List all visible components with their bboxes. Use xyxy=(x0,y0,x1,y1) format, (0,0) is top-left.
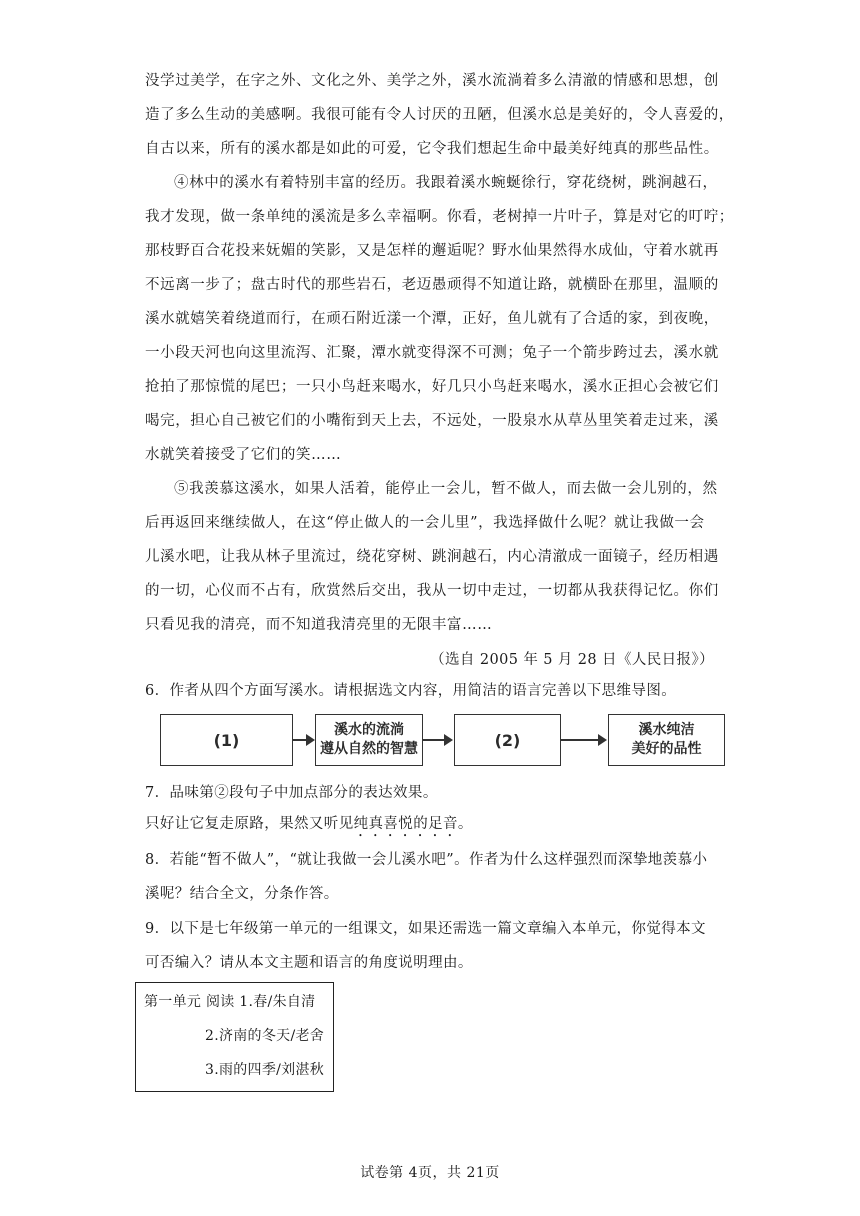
text-line: ④林中的溪水有着特别丰富的经历。我跟着溪水蜿蜒徐行，穿花绕树，跳涧越石， xyxy=(174,175,718,191)
passage-paragraph-4 xyxy=(145,166,734,472)
emphasized-phrase: 纯真喜悦的足音 xyxy=(353,816,458,832)
question-line: 9．以下是七年级第一单元的一组课文，如果还需选一篇文章编入本单元，你觉得本文 xyxy=(145,921,706,937)
passage-source: （选自 2005 年 5 月 28 日《人民日报》） xyxy=(430,652,714,668)
node-line: 溪水纯洁 xyxy=(638,722,695,738)
blank-2-label: (2) xyxy=(494,730,521,750)
unit-line-1: 第一单元 阅读 1.春/朱自清 xyxy=(144,994,316,1010)
question-8 xyxy=(145,843,725,911)
text-line: ⑤我羡慕这溪水，如果人活着，能停止一会儿，暂不做人，而去做一会儿别的，然 xyxy=(174,481,718,497)
text-line: 没学过美学，在字之外、文化之外、美学之外，溪水流淌着多么清澈的情感和思想，创 xyxy=(145,73,719,89)
text-line: 造了多么生动的美感啊。我很可能有令人讨厌的丑陋，但溪水总是美好的，令人喜爱的， xyxy=(145,107,734,123)
text-line: 喝完，担心自己被它们的小嘴衔到天上去，不远处，一股泉水从草丛里笑着走过来，溪 xyxy=(145,413,719,429)
text-line: 儿溪水吧，让我从林子里流过，绕花穿树、跳涧越石，内心清澈成一面镜子，经历相遇 xyxy=(145,549,719,565)
sentence-text: 。 xyxy=(457,816,473,832)
question-7: 7．品味第②段句子中加点部分的表达效果。 xyxy=(145,785,438,801)
question-line: 8．若能“暂不做人”，“就让我做一会儿溪水吧”。作者为什么这样强烈而深挚地羡慕小 xyxy=(145,852,708,868)
text-line: 只看见我的清亮，而不知道我清亮里的无限丰富…… xyxy=(145,617,493,633)
question-7-sentence xyxy=(145,807,725,841)
text-line: 我才发现，做一条单纯的溪流是多么幸福啊。你看，老树掉一片叶子，算是对它的叮咛； xyxy=(145,209,734,225)
text-line: 的一切，心仪而不占有，欣赏然后交出，我从一切中走过，一切都从我获得记忆。你们 xyxy=(145,583,719,599)
mind-map xyxy=(160,713,726,773)
text-line: 一小段天河也向这里流泻、汇聚，潭水就变得深不可测；兔子一个箭步跨过去，溪水就 xyxy=(145,345,719,361)
text-line: 抢拍了那惊慌的尾巴；一只小鸟赶来喝水，好几只小鸟赶来喝水，溪水正担心会被它们 xyxy=(145,379,719,395)
node-line: 溪水的流淌 xyxy=(334,722,404,738)
mind-map-blank-2[interactable] xyxy=(454,714,561,766)
arrow-icon xyxy=(423,739,451,741)
arrow-icon xyxy=(293,739,313,741)
text-line: 溪水就嬉笑着绕道而行，在顽石附近漾一个潭，正好，鱼儿就有了合适的家，到夜晚， xyxy=(145,311,719,327)
question-line: 溪呢？结合全文，分条作答。 xyxy=(145,886,339,902)
unit-lesson-box xyxy=(135,982,334,1092)
node-line: 遵从自然的智慧 xyxy=(320,741,418,757)
sentence-text: 只好让它复走原路，果然又听见 xyxy=(145,816,354,832)
node-line: 美好的品性 xyxy=(631,741,702,757)
passage-paragraph-5 xyxy=(145,472,719,642)
text-line: 不远离一步了；盘古时代的那些岩石，老迈愚顽得不知道让路，就横卧在那里，温顺的 xyxy=(145,277,719,293)
page-footer: 试卷第 4页，共 21页 xyxy=(360,1165,500,1181)
text-line: 水就笑着接受了它们的笑…… xyxy=(145,447,342,463)
question-line: 可否编入？请从本文主题和语言的角度说明理由。 xyxy=(145,955,473,971)
blank-1-label: (1) xyxy=(213,730,240,750)
mind-map-node-flow xyxy=(315,714,423,766)
question-6: 6．作者从四个方面写溪水。请根据选文内容，用简洁的语言完善以下思维导图。 xyxy=(145,683,677,699)
text-line: 后再返回来继续做人，在这“停止做人的一会儿里”，我选择做什么呢？就让我做一会 xyxy=(145,515,705,531)
question-9 xyxy=(145,912,725,980)
mind-map-blank-1[interactable] xyxy=(160,714,293,766)
mind-map-node-character xyxy=(608,714,725,766)
unit-line-3: 3.雨的四季/刘湛秋 xyxy=(205,1062,325,1078)
text-line: 那枝野百合花投来妩媚的笑影，又是怎样的邂逅呢？野水仙果然得水成仙，守着水就再 xyxy=(145,243,719,259)
passage-paragraph-3 xyxy=(145,64,734,166)
arrow-icon xyxy=(561,739,605,741)
text-line: 自古以来，所有的溪水都是如此的可爱，它令我们想起生命中最美好纯真的那些品性。 xyxy=(145,141,719,157)
unit-line-2: 2.济南的冬天/老舍 xyxy=(205,1028,325,1044)
